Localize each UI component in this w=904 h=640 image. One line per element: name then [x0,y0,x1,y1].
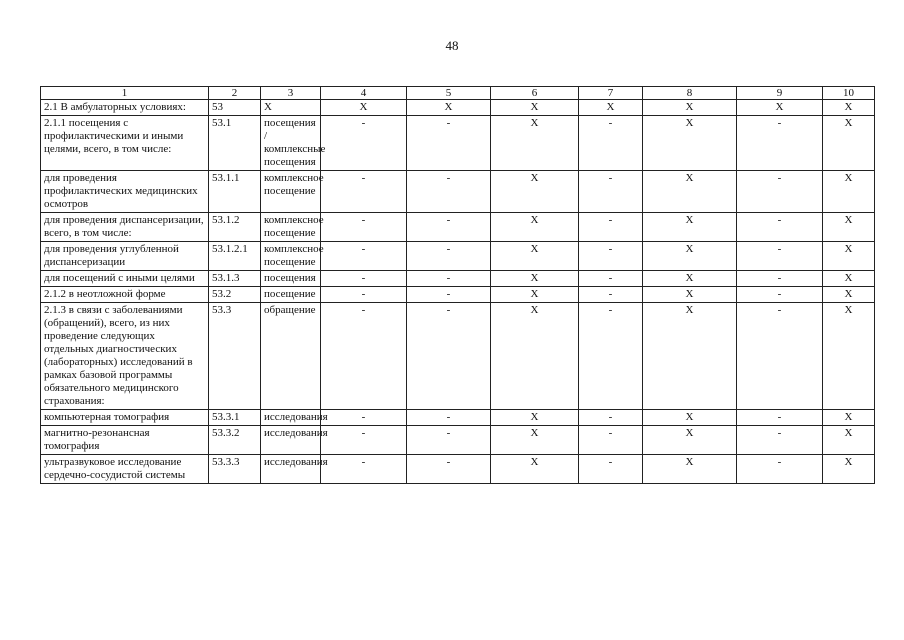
col-9-cell: - [737,426,823,455]
header-cell: 10 [823,87,875,100]
col-9-cell: - [737,287,823,303]
table-row [41,410,875,426]
header-cell: 5 [407,87,491,100]
col-10-cell: Х [823,287,875,303]
row-code-cell: 53.3 [209,303,261,410]
col-5-cell: - [407,410,491,426]
row-code-cell: 53 [209,100,261,116]
col-6-cell: Х [491,116,579,171]
unit-cell: исследования [261,426,321,455]
table-row [41,242,875,271]
row-code-cell: 53.1.2.1 [209,242,261,271]
table-row [41,100,875,116]
row-name-cell: для проведения углубленной диспансеризации [41,242,209,271]
table-row [41,116,875,171]
col-6-cell: Х [491,242,579,271]
unit-cell: посещения / комплексные посещения [261,116,321,171]
col-7-cell: - [579,213,643,242]
col-7-cell: - [579,410,643,426]
row-name-cell: 2.1 В амбулаторных условиях: [41,100,209,116]
col-8-cell: Х [643,242,737,271]
col-5-cell: - [407,116,491,171]
col-6-cell: Х [491,287,579,303]
col-5-cell: - [407,242,491,271]
unit-cell: Х [261,100,321,116]
page-number: 48 [445,38,459,53]
unit-cell: посещения [261,271,321,287]
row-code-cell: 53.1.2 [209,213,261,242]
col-5-cell: - [407,287,491,303]
col-5-cell: - [407,303,491,410]
unit-cell: комплексное посещение [261,171,321,213]
header-cell: 4 [321,87,407,100]
table-row [41,213,875,242]
col-7-cell: - [579,171,643,213]
row-name-cell: 2.1.2 в неотложной форме [41,287,209,303]
col-5-cell: - [407,271,491,287]
row-name-cell: для проведения профилактических медицинских осмотров [41,171,209,213]
col-8-cell: Х [643,271,737,287]
col-4-cell: - [321,410,407,426]
col-5-cell: - [407,426,491,455]
header-cell: 6 [491,87,579,100]
col-4-cell: - [321,287,407,303]
col-5-cell: - [407,213,491,242]
col-10-cell: Х [823,100,875,116]
table-row [41,271,875,287]
unit-cell: посещение [261,287,321,303]
row-code-cell: 53.3.2 [209,426,261,455]
unit-cell: комплексное посещение [261,213,321,242]
col-4-cell: - [321,242,407,271]
col-4-cell: - [321,426,407,455]
table-row [41,426,875,455]
col-6-cell: Х [491,271,579,287]
col-4-cell: - [321,271,407,287]
header-cell: 8 [643,87,737,100]
col-6-cell: Х [491,100,579,116]
col-5-cell: Х [407,100,491,116]
header-cell: 9 [737,87,823,100]
col-6-cell: Х [491,213,579,242]
col-6-cell: Х [491,426,579,455]
col-8-cell: Х [643,100,737,116]
col-9-cell: - [737,455,823,484]
col-10-cell: Х [823,171,875,213]
col-9-cell: - [737,410,823,426]
col-4-cell: - [321,171,407,213]
col-10-cell: Х [823,213,875,242]
header-row [41,87,875,100]
row-code-cell: 53.1 [209,116,261,171]
row-code-cell: 53.1.1 [209,171,261,213]
col-8-cell: Х [643,171,737,213]
col-9-cell: - [737,271,823,287]
table-row [41,455,875,484]
header-cell: 7 [579,87,643,100]
row-name-cell: 2.1.1 посещения с профилактическими и иными целями, всего, в том числе: [41,116,209,171]
col-10-cell: Х [823,116,875,171]
col-5-cell: - [407,455,491,484]
col-4-cell: Х [321,100,407,116]
col-7-cell: - [579,271,643,287]
table-row [41,171,875,213]
col-6-cell: Х [491,410,579,426]
row-code-cell: 53.3.3 [209,455,261,484]
col-8-cell: Х [643,213,737,242]
unit-cell: обращение [261,303,321,410]
row-name-cell: для посещений с иными целями [41,271,209,287]
col-10-cell: Х [823,455,875,484]
col-9-cell: Х [737,100,823,116]
col-8-cell: Х [643,410,737,426]
col-7-cell: Х [579,100,643,116]
row-name-cell: для проведения диспансеризации, всего, в том числе: [41,213,209,242]
col-10-cell: Х [823,410,875,426]
row-code-cell: 53.1.3 [209,271,261,287]
col-7-cell: - [579,303,643,410]
table-row [41,303,875,410]
col-5-cell: - [407,171,491,213]
col-4-cell: - [321,455,407,484]
col-7-cell: - [579,116,643,171]
col-4-cell: - [321,303,407,410]
col-7-cell: - [579,426,643,455]
col-9-cell: - [737,303,823,410]
col-9-cell: - [737,171,823,213]
table-header [41,87,875,100]
col-10-cell: Х [823,303,875,410]
col-7-cell: - [579,242,643,271]
col-7-cell: - [579,287,643,303]
unit-cell: исследования [261,455,321,484]
table-row [41,287,875,303]
col-8-cell: Х [643,426,737,455]
col-9-cell: - [737,242,823,271]
col-6-cell: Х [491,455,579,484]
row-code-cell: 53.3.1 [209,410,261,426]
col-7-cell: - [579,455,643,484]
unit-cell: комплексное посещение [261,242,321,271]
col-9-cell: - [737,213,823,242]
row-name-cell: компьютерная томография [41,410,209,426]
row-name-cell: ультразвуковое исследование сердечно-сосудистой системы [41,455,209,484]
col-6-cell: Х [491,171,579,213]
row-name-cell: магнитно-резонансная томография [41,426,209,455]
header-cell: 2 [209,87,261,100]
col-8-cell: Х [643,116,737,171]
unit-cell: исследования [261,410,321,426]
data-table [40,86,875,484]
row-name-cell: 2.1.3 в связи с заболеваниями (обращений), всего, из них проведение следующих отдельных диагностических (лабораторных) исследований в рамках базовой программы обязательного медицинского страхования: [41,303,209,410]
col-8-cell: Х [643,455,737,484]
col-10-cell: Х [823,426,875,455]
row-code-cell: 53.2 [209,287,261,303]
header-cell: 3 [261,87,321,100]
col-8-cell: Х [643,303,737,410]
col-4-cell: - [321,213,407,242]
col-4-cell: - [321,116,407,171]
table-body [41,100,875,484]
col-9-cell: - [737,116,823,171]
col-10-cell: Х [823,271,875,287]
header-cell: 1 [41,87,209,100]
col-10-cell: Х [823,242,875,271]
col-8-cell: Х [643,287,737,303]
col-6-cell: Х [491,303,579,410]
